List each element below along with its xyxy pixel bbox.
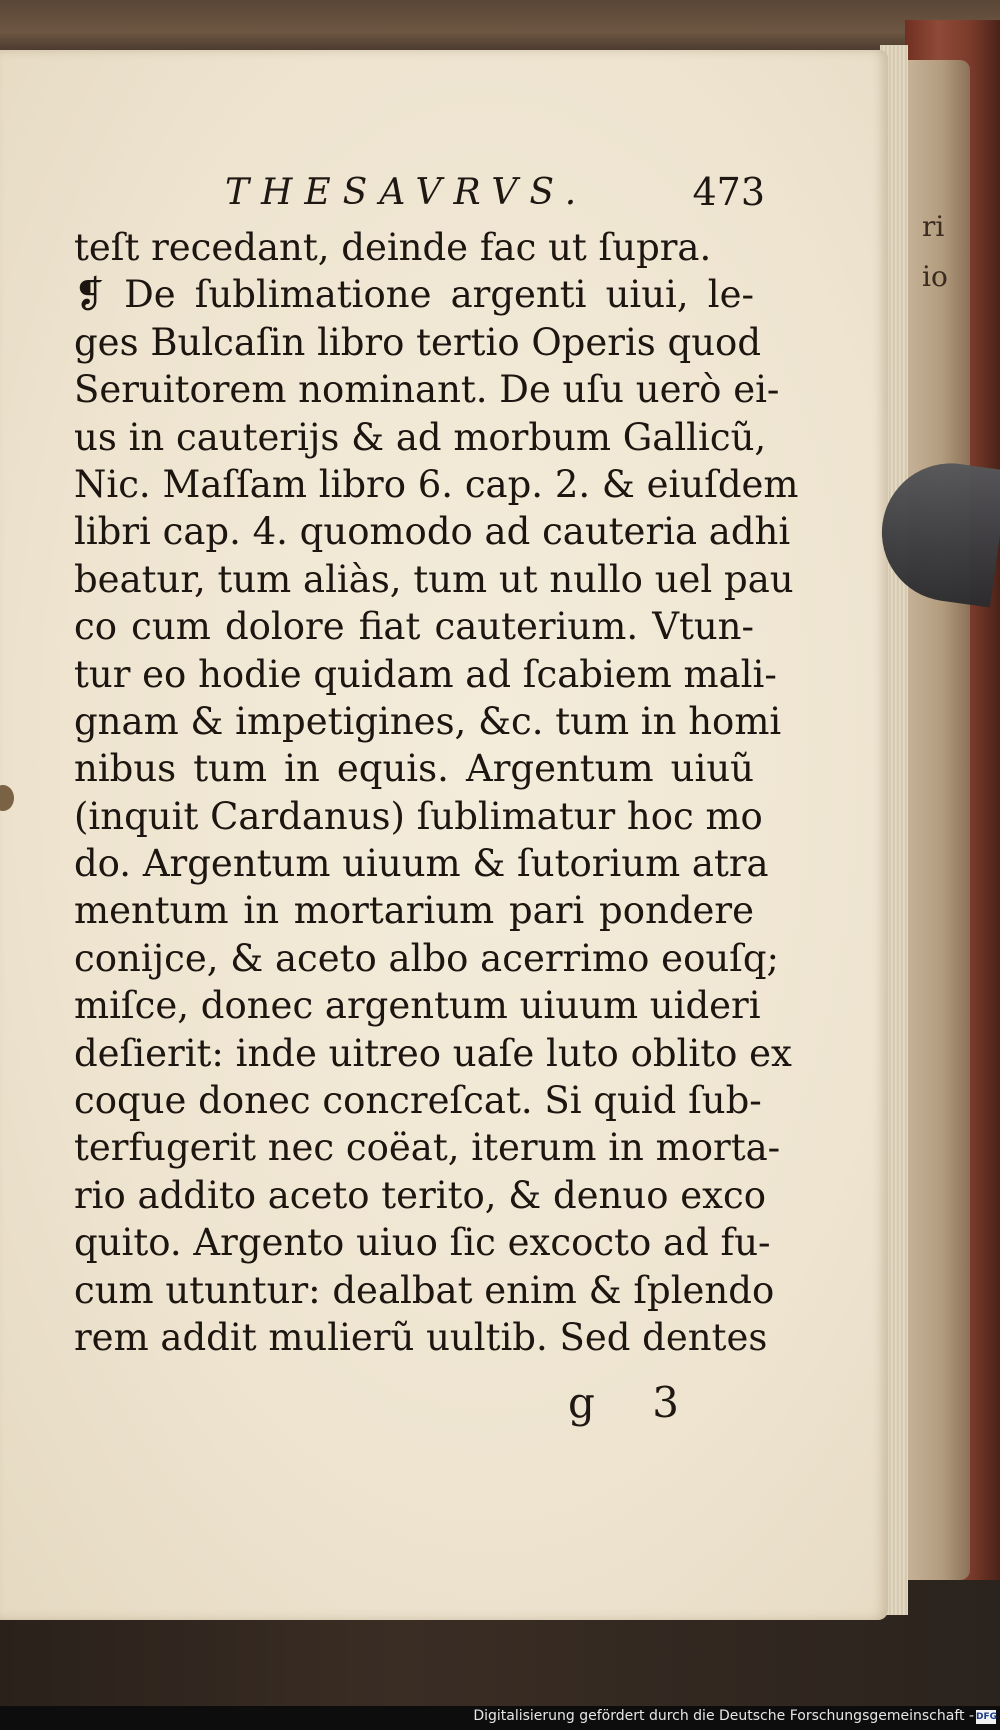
text-line: teſt recedant, deinde fac ut ſupra. (74, 226, 712, 269)
text-line: rem addit mulierũ uultib. Sed dentes (74, 1315, 768, 1359)
running-title: THESAVRVS. (225, 172, 589, 213)
body-text (74, 224, 799, 1361)
neighbor-fragment: io (922, 260, 948, 293)
text-line: conijce, & aceto albo acerrimo eouſq; (74, 936, 780, 980)
text-line: cum utuntur: dealbat enim & ſplendo (74, 1268, 775, 1312)
text-line: Seruitorem nominant. De uſu uerò ei- (74, 368, 780, 412)
text-line: deſierit: inde uitreo uaſe luto oblito ex (74, 1031, 792, 1075)
text-line: terfugerit nec coëat, iterum in morta- (74, 1126, 781, 1170)
text-line: tur eo hodie quidam ad ſcabiem mali- (74, 652, 777, 696)
text-line: ges Bulcaſin libro tertio Operis quod (74, 320, 762, 364)
text-line: do. Argentum uiuum & ſutorium atra (74, 842, 769, 886)
text-line: libri cap. 4. quomodo ad cauteria adhi (74, 510, 791, 554)
text-line: co cum dolore fiat cauterium. Vtun- (74, 605, 754, 649)
neighbor-page (900, 60, 970, 1580)
page-header (225, 170, 765, 220)
text-line: gnam & impetigines, &c. tum in homi (74, 699, 782, 743)
text-line: nibus tum in equis. Argentum uiuũ (74, 747, 754, 791)
text-line: coque donec concreſcat. Si quid ſub- (74, 1079, 762, 1123)
text-line: mentum in mortarium pari pondere (74, 889, 754, 933)
text-line: rio addito aceto terito, & denuo exco (74, 1173, 766, 1217)
text-line: quito. Argento uiuo ſic excocto ad fu- (74, 1221, 771, 1265)
text-line: miſce, donec argentum uiuum uideri (74, 984, 761, 1028)
text-line: Nic. Maſſam libro 6. cap. 2. & eiuſdem (74, 462, 799, 506)
page-number: 473 (692, 170, 765, 214)
text-line: ❡ De ſublimatione argenti uiui, le- (74, 273, 754, 317)
text-line: beatur, tum aliàs, tum ut nullo uel pau (74, 557, 794, 601)
margin-stain (0, 785, 14, 811)
text-line: us in cauterijs & ad morbum Gallicũ, (74, 415, 767, 459)
text-line: (inquit Cardanus) ſublimatur hoc mo (74, 794, 763, 838)
signature-mark: g 3 (568, 1378, 701, 1427)
dfg-logo: DFG (976, 1712, 998, 1722)
neighbor-fragment: ri (922, 210, 945, 243)
credit-text: Digitalisierung gefördert durch die Deutsche Forschungsgemeinschaft - (473, 1708, 974, 1724)
